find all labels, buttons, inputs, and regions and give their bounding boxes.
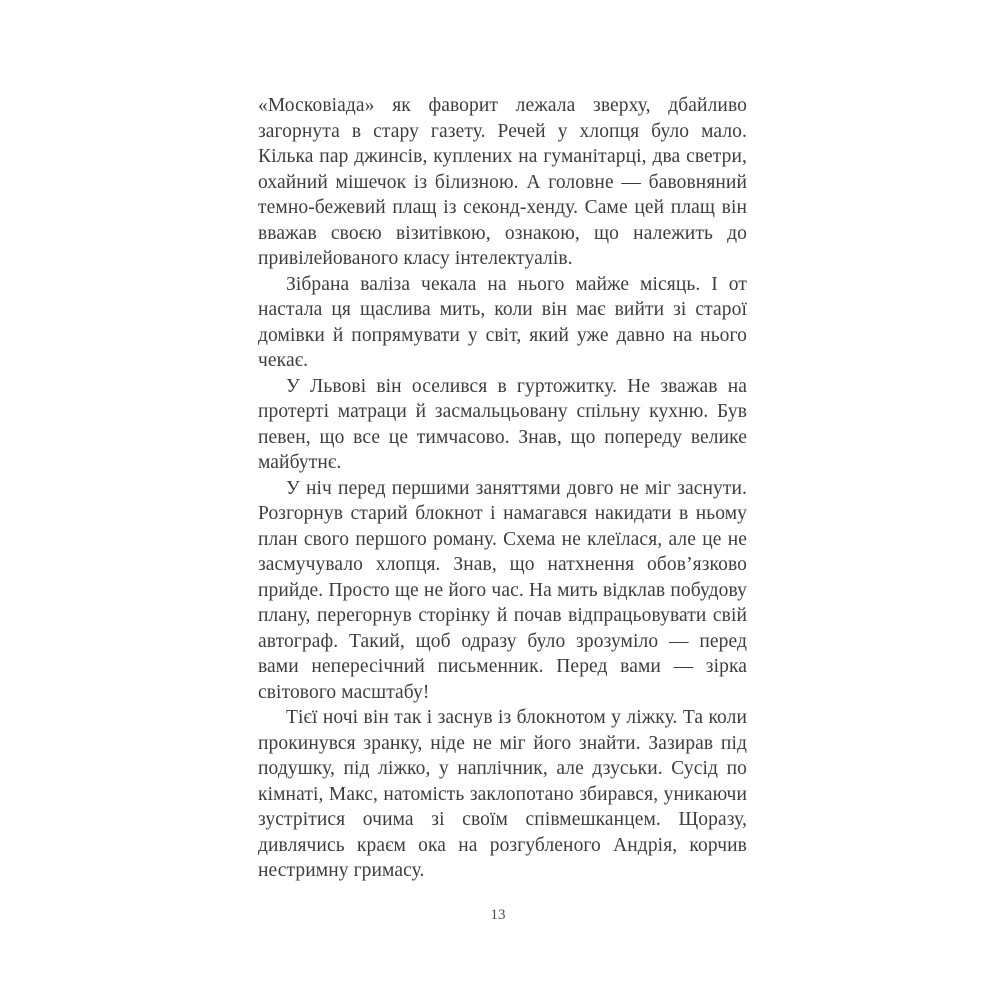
paragraph-3: У Львові він оселився в гуртожитку. Не зважав на протерті матраци й засмальцьовану спільну кухню. Був певен, що все це тимчасово. Знав, що попереду велике майбутнє. (258, 375, 747, 473)
page-number: 13 (490, 907, 506, 923)
paragraph-2: Зібрана валіза чекала на нього майже місяць. І от настала ця щаслива мить, коли він має вийти зі старої домівки й попрямувати у світ, який уже давно на нього чекає. (258, 273, 747, 371)
paragraph-1: «Московіада» як фаворит лежала зверху, дбайливо загорнута в стару газету. Речей у хлопця було мало. Кілька пар джинсів, куплених на гуманітарці, два светри, охайний мішечок із білизною. А головне — бавовняний темно-бежевий плащ із секонд-хенду. Саме цей плащ він вважав своєю візитівкою, ознакою, що належить до привілейованого класу інтелектуалів. (258, 95, 747, 269)
body-text-column (258, 93, 747, 884)
paragraph-5: Тієї ночі він так і заснув із блокнотом у ліжку. Та коли прокинувся зранку, ніде не міг його знайти. Зазирав під подушку, під ліжко, у наплічник, але дзуськи. Сусід по кімнаті, Макс, натомість заклопотано збирався, уникаючи зустрітися очима зі своїм співмешканцем. Щоразу, дивлячись краєм ока на розгубленого Андрія, корчив нестримну гримасу. (258, 707, 747, 881)
paragraph-4: У ніч перед першими заняттями довго не міг заснути. Розгорнув старий блокнот і намагався накидати в ньому план свого першого роману. Схема не клеїлася, але це не засмучувало хлопця. Знав, що натхнення обов’язково прийде. Просто ще не його час. На мить відклав побудову плану, перегорнув сторінку й почав відпрацьовувати свій автограф. Такий, щоб одразу було зрозуміло — перед вами непересічний письменник. Перед вами — зірка світового масштабу! (258, 477, 747, 703)
